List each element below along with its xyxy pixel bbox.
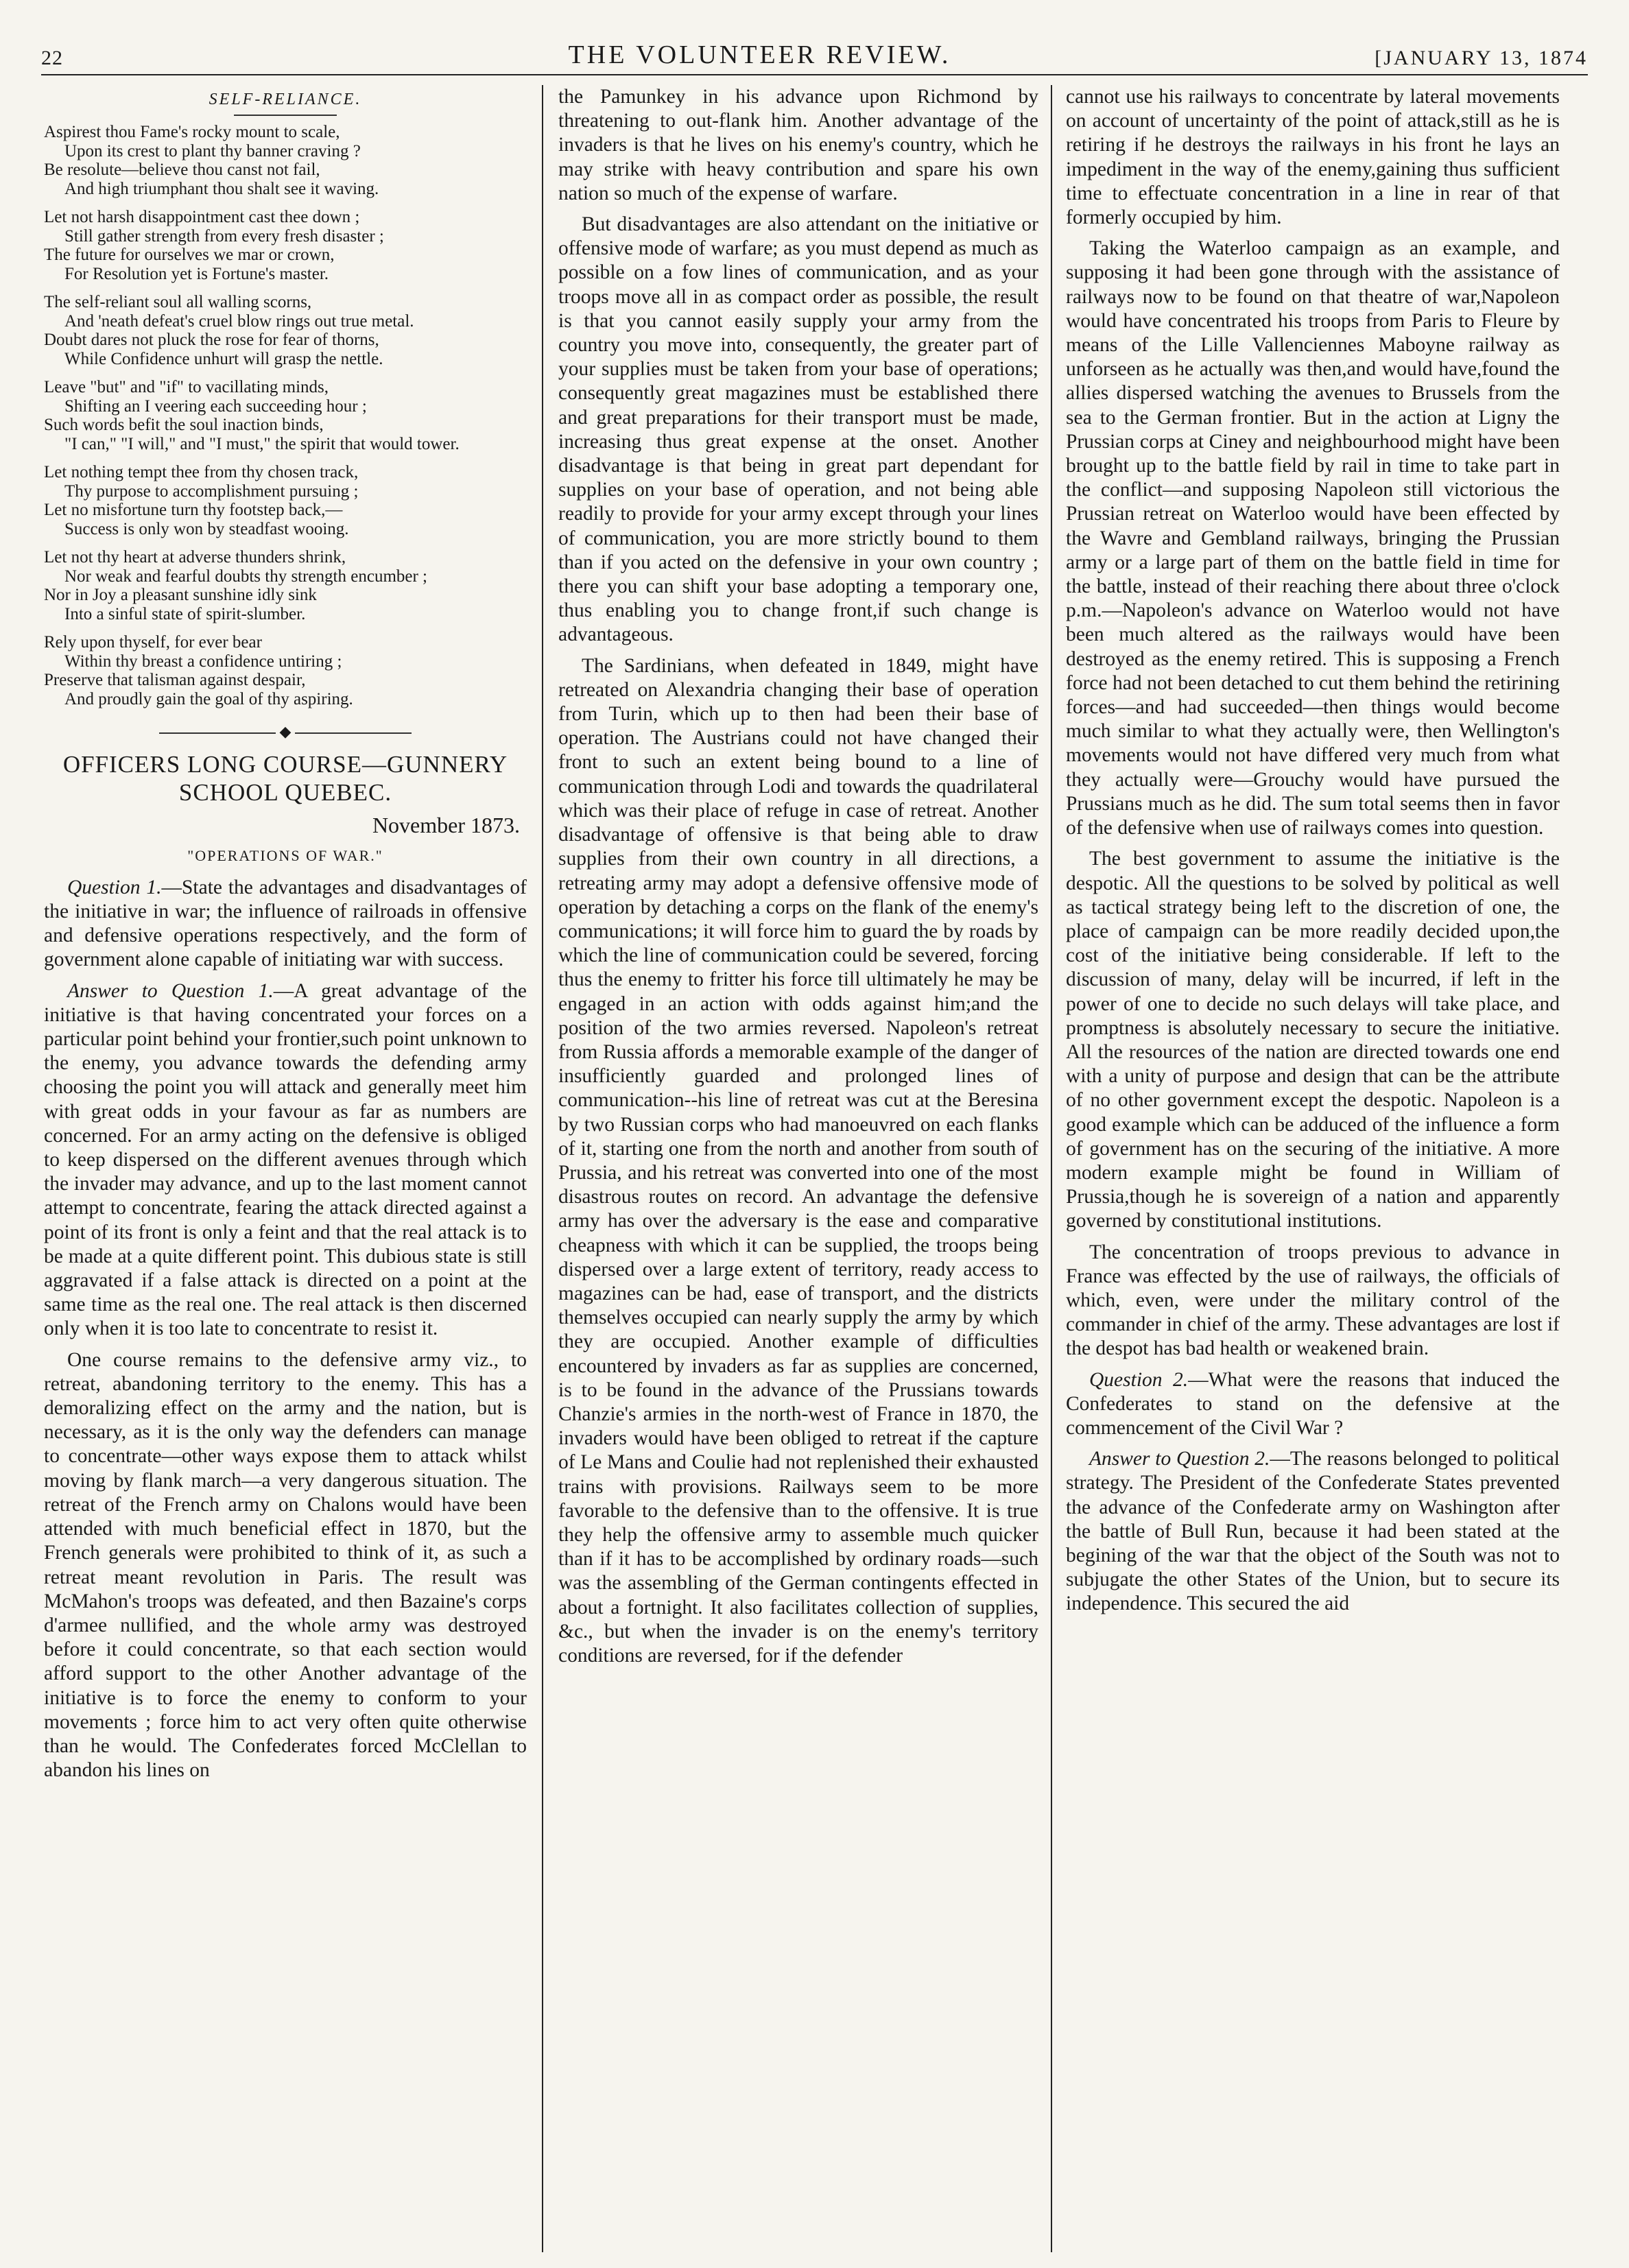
question-lead: Question 1. <box>67 876 162 898</box>
poem-body <box>44 123 527 708</box>
body-paragraph: The Sardinians, when defeated in 1849, might have retreated on Alexandria changing their base of operation from Turin, which up to then had been their base of operation. The Austrians could not have changed their front to such an extent being bound to a line of communication through Lodi and towards the quadrilateral which was their place of refuge in case of retreat. Another disadvantage of offensive is that being able to draw supplies from their own country in all directions, a retreating army may adopt a defensive offensive mode of operation by detaching a corps on the flank of the enemy's communications; it will force him to guard the by roads by which the line of communication could be severed, forcing thus the enemy to fritter his force till ultimately he may be engaged in an action with odds against him;and the position of the two armies reversed. Napoleon's retreat from Russia affords a memorable example of the danger of insufficiently guarded and prolonged lines of communication--his line of retreat was cut at the Beresina by two Russian corps who had manoeuvred on each flanks of it, starting one from the north and another from south of Prussia, and his retreat was converted into one of the most disastrous routes on record. An advantage the defensive army has over the adversary is the ease and comparative cheapness with which it can be supplied, the troops being dispersed over a large extent of territory, ready access to magazines can be had, ease of transport, and the districts themselves occupied can nearly supply the army by which they are occupied. Another example of difficulties encountered by invaders as far as supplies are concerned, is to be found in the advance of the Prussians towards Chanzie's armies in the north-west of France in 1870, the invaders would have been obliged to retreat if the capture of Le Mans and Coulie had not replenished their exhausted trains with provisions. Railways seem to be more favorable to the defensive than to the offensive. It is true they help the offensive army to assemble much quicker than if it has to be accomplished by ordinary roads—such was the assembling of the German contingents effected in about a fortnight. It also facilitates collection of supplies, &c., but when the invader is on the enemy's territory conditions are reversed, for if the defender <box>558 654 1038 1667</box>
body-paragraph: The concentration of troops previous to advance in France was effected by the use of railways, the officials of which, even, were under the military control of the commander in chief of the army. These advantages are lost if the despot has bad health or weakened brain. <box>1066 1241 1560 1360</box>
answer-lead: Answer to Question 1. <box>67 979 274 1002</box>
answer-paragraph <box>44 979 527 1341</box>
poem-line: And 'neath defeat's cruel blow rings out true metal. <box>64 311 414 331</box>
poem-line: Let not harsh disappointment cast thee down ; <box>44 208 360 227</box>
poem-line: While Confidence unhurt will grasp the nettle. <box>64 349 383 368</box>
article-subtitle: "OPERATIONS OF WAR." <box>187 846 383 864</box>
newspaper-title: THE VOLUNTEER REVIEW. <box>568 40 951 69</box>
column-1 <box>44 85 527 2245</box>
poem-stanza <box>44 548 527 623</box>
poem-stanza <box>44 633 527 708</box>
body-paragraph: One course remains to the defensive army viz., to retreat, abandoning territory to the enemy. This has a demoralizing effect on the army and the nation, but is necessary, as it is the only way the defenders can manage to concentrate—other ways expose them to attack whilst moving by flank march—a very dangerous situation. The retreat of the French army on Chalons would have been attended with much beneficial effect in 1870, but the French generals were prohibited to think of it, as such a retreat meant revolution in Paris. The result was McMahon's troops was defeated, and then Bazaine's corps d'armee nullified, and the whole army was destroyed before it could concentrate, so that each section would afford support to the other Another advantage of the initiative is to force the enemy to conform to your movements ; force him to act very often quite otherwise than he would. The Confederates forced McClellan to abandon his lines on <box>44 1348 527 1782</box>
section-separator: ◆ <box>44 719 527 743</box>
poem-line: Be resolute—believe thou canst not fail, <box>44 160 320 180</box>
body-paragraph: the Pamunkey in his advance upon Richmond by threatening to out-flank him. Another advantage of the invaders is that he lives on his enemy's country, which he may strike with heavy contribution and spare his own nation so much of the expense of warfare. <box>558 86 1038 204</box>
poem-line: Nor weak and fearful doubts thy strength encumber ; <box>64 566 428 586</box>
poem-line: Aspirest thou Fame's rocky mount to scale, <box>44 123 340 142</box>
answer-lead: Answer to Question 2. <box>1089 1448 1270 1470</box>
answer-paragraph <box>1066 1447 1560 1616</box>
poem-line: The future for ourselves we mar or crown, <box>44 246 335 265</box>
body-paragraph: Taking the Waterloo campaign as an example, and supposing it had been gone through with the assistance of railways now to be found on that theatre of war,Napoleon would have concentrated his troops from Paris to Fleure by means of the Lille Vallenciennes Maboyne railway as unforseen as he actually was then,and would have,found the allies dispersed watching the avenues to Brussels from the sea to the German frontier. But in the action at Ligny the Prussian corps at Ciney and neighbourhood might have been brought up to the battle field by rail in time to take part in the conflict—and supposing Napoleon still victorious the Prussian retreat on Waterloo would have been effected by the Wavre and Gembland railways, bringing the Prussian army or a large part of them on the battle field in time for the battle, instead of their reaching there about three o'clock p.m.—Napoleon's advance on Waterloo would not have been much altered as the railways would have been destroyed as the enemy retired. This is supposing a French force had not been detached to cut them behind the retirining forces—and had succeeded—then things would become much similar to what they actually were, then Wellington's movements would not have differed very much from what they actually were—Grouchy would have pursued the Prussians much as he did. The sum total seems then in favor of the defensive when use of railways comes into question. <box>1066 237 1560 839</box>
poem-line: Shifting an I veering each succeeding hour ; <box>64 396 367 416</box>
answer-text: —The reasons belonged to political strategy. The President of the Confederate States prevented the advance of the Confederate army on Washington after the battle of Bull Run, because it had been stated at the begining of the war that the object of the South was not to subjugate the other States of the Union, but to secure its independence. This secured the aid <box>1066 1448 1560 1615</box>
body-paragraph: cannot use his railways to concentrate by lateral movements on account of uncertainty of the point of attack,still as he is retiring if he destroys the railways in his front he lays an impediment in the way of the enemy,gaining thus sufficient time to effectuate concentration in a line in rear of that formerly occupied by him. <box>1066 86 1560 229</box>
poem-line: Preserve that talisman against despair, <box>44 671 306 690</box>
poem-stanza <box>44 463 527 538</box>
column-2 <box>558 85 1038 2245</box>
poem-stanza <box>44 293 527 368</box>
poem-stanza <box>44 123 527 198</box>
poem-line: And proudly gain the goal of thy aspiring. <box>64 689 353 708</box>
poem-stanza <box>44 378 527 453</box>
article-title: OFFICERS LONG COURSE—GUNNERY SCHOOL QUEBEC. <box>62 751 508 807</box>
poem-line: For Resolution yet is Fortune's master. <box>64 264 329 283</box>
poem-rule <box>234 115 337 116</box>
body-paragraph: The best government to assume the initiative is the despotic. All the questions to be solved by political as well as tactical strategy being left to the discretion of one, the place of campaign can be more readily decided upon,the cost of the initiative being considerable. If left to the discussion of many, delay will be incurred, if left in the power of one to decide no such delays will take place, and promptness is absolutely necessary to secure the initiative. All the resources of the nation are directed towards one end with a unity of purpose and design that can be the attribute of no other government except the despotic. Napoleon is a good example which can be adduced of the influence a form of government has on the securing of the initiative. A more modern example might be found in William of Prussia,though he is sovereign of a nation and apparently governed by constitutional institutions. <box>1066 848 1560 1232</box>
body-paragraph: But disadvantages are also attendant on the initiative or offensive mode of warfare; as you must depend as much as possible on a fow lines of communication, and as your troops move all in as compact order as possible, the result is that you cannot easily supply your army from the country you move into, consequently, the greater part of your supplies must be taken from your base of operations; consequently great magazines must be established there and great preparations for their transport must be made, increasing thus great expense at the onset. Another disadvantage is that being in great part dependant for supplies on your base of operation, and not being able readily to provide for your army except through your lines of communication, you are more strictly bound to them than if you acted on the defensive in your own country ; there you can shift your base adopting a temporary one, thus enabling you to change front,if such change is advantageous. <box>558 213 1038 646</box>
poem-title: SELF-RELIANCE. <box>209 91 362 108</box>
issue-date: [JANUARY 13, 1874 <box>1375 47 1588 69</box>
poem-line: Success is only won by steadfast wooing. <box>64 519 349 538</box>
poem-line: Within thy breast a confidence untiring ; <box>64 652 342 671</box>
article-date: November 1873. <box>372 813 520 838</box>
question-paragraph <box>1066 1368 1560 1441</box>
poem-line: Let not thy heart at adverse thunders shrink, <box>44 548 346 567</box>
poem-line: Thy purpose to accomplishment pursuing ; <box>64 481 359 501</box>
question-paragraph <box>44 876 527 972</box>
poem-line: Upon its crest to plant thy banner craving ? <box>64 141 361 160</box>
poem-line: Leave "but" and "if" to vacillating minds, <box>44 378 329 397</box>
poem-line: Let nothing tempt thee from thy chosen track, <box>44 463 359 482</box>
column-3 <box>1066 85 1560 2245</box>
question-text: —State the advantages and disadvantages of the initiative in war; the influence of railroads in offensive and defensive operations respectively, and the form of government alone capable of initiating war with success. <box>44 876 527 971</box>
page-number: 22 <box>41 47 63 69</box>
question-text: —What were the reasons that induced the Confederates to stand on the defensive at the commencement of the Civil War ? <box>1066 1368 1560 1439</box>
poem-stanza <box>44 208 527 283</box>
answer-text: —A great advantage of the initiative is that having concentrated your forces on a particular point behind your frontier,such point unknown to the enemy, you advance towards the defending army choosing the point you will attack and generally meet him with great odds in your favour as far as numbers are concerned. For an army acting on the defensive is obliged to keep dispersed on the different avenues through which the invader may advance, and up to the last moment cannot attempt to concentrate, fearing the attack directed against a point of its front is only a feint and that the real attack is to be made at a quite different point. This dubious state is still aggravated if a false attack is directed on a point at the same time as the real one. The real attack is then discerned only when it is too late to concentrate to resist it. <box>44 979 527 1340</box>
poem-line: Still gather strength from every fresh disaster ; <box>64 226 384 246</box>
poem-line: Let no misfortune turn thy footstep back,— <box>44 501 343 520</box>
poem-line: Rely upon thyself, for ever bear <box>44 633 262 652</box>
poem-line: Such words befit the soul inaction binds, <box>44 416 324 435</box>
poem-line: And high triumphant thou shalt see it waving. <box>64 179 379 198</box>
header-rule <box>41 74 1588 75</box>
poem-line: "I can," "I will," and "I must," the spirit that would tower. <box>64 434 460 453</box>
poem-line: Into a sinful state of spirit-slumber. <box>64 604 306 623</box>
column-divider <box>1051 85 1052 2252</box>
question-lead: Question 2. <box>1089 1368 1189 1391</box>
poem-line: The self-reliant soul all walling scorns, <box>44 293 312 312</box>
page-header <box>41 29 1588 70</box>
poem-line: Doubt dares not pluck the rose for fear of thorns, <box>44 331 379 350</box>
column-divider <box>542 85 543 2252</box>
poem-line: Nor in Joy a pleasant sunshine idly sink <box>44 586 317 605</box>
